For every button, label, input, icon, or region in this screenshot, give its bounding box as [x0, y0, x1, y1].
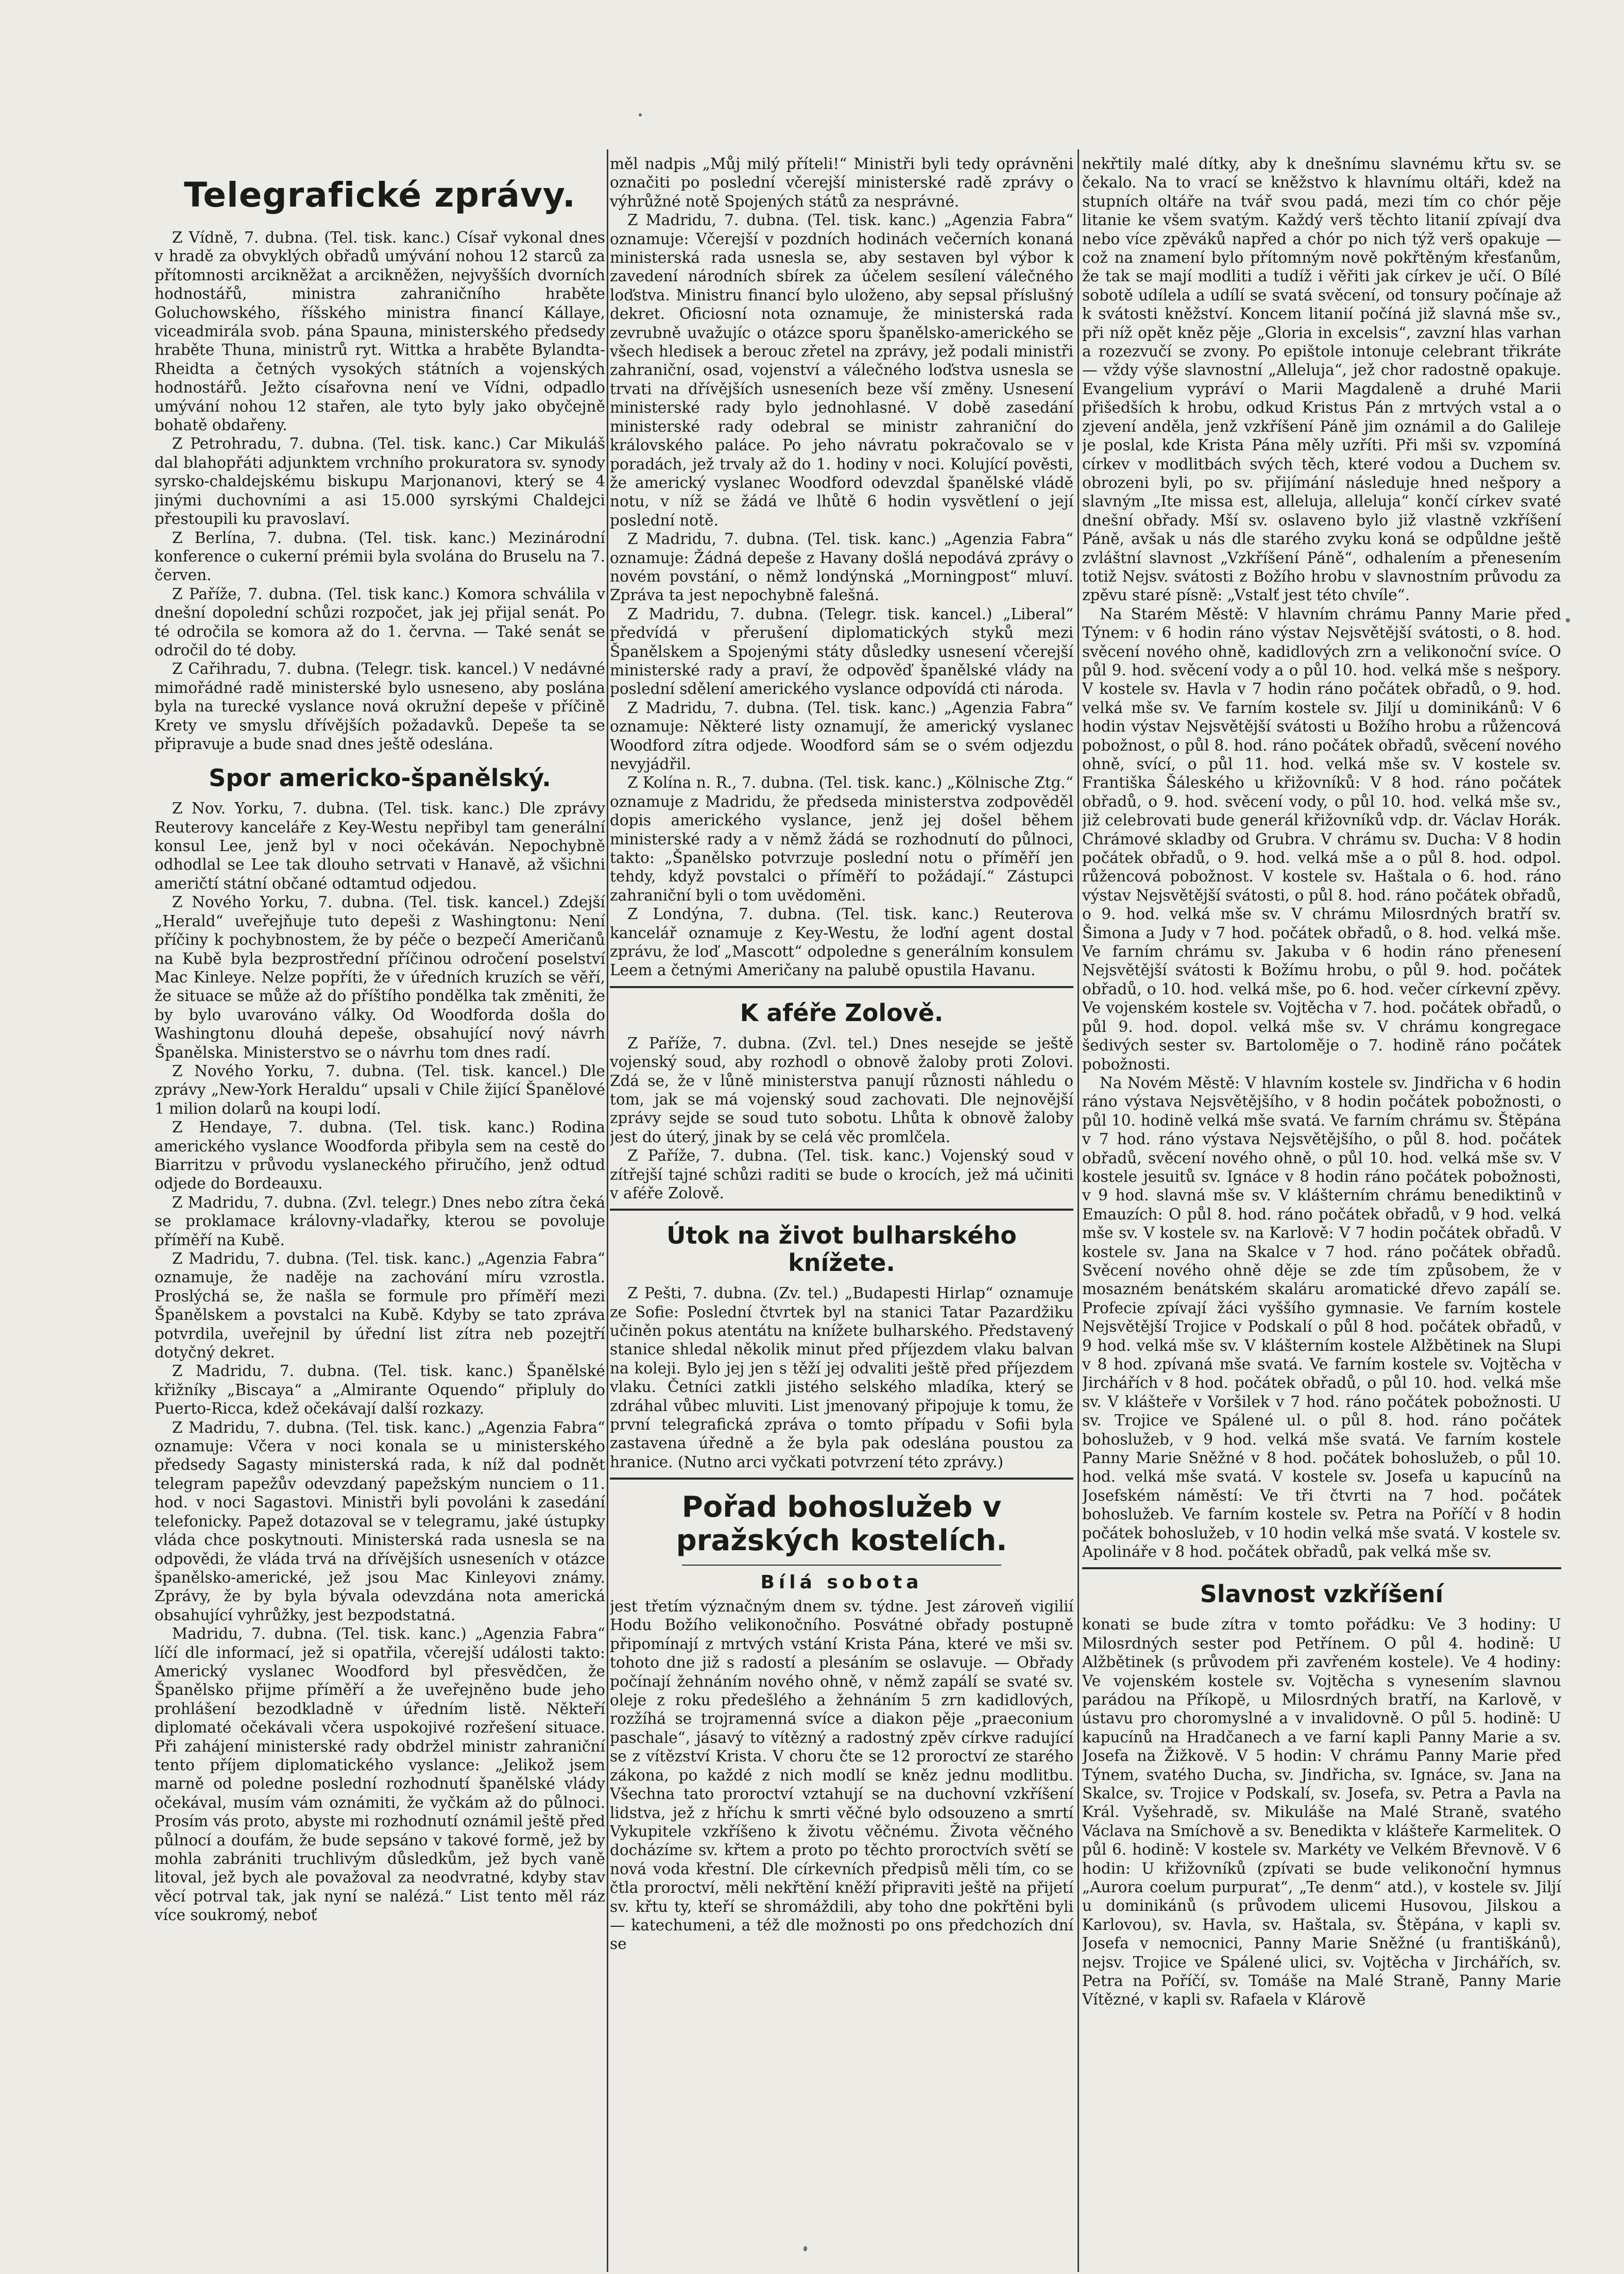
article-paragraph: Z Berlína, 7. dubna. (Tel. tisk. kanc.) Mezinárodní konference o cukerní prémii byla svolána do Bruselu na 7. červen.: [155, 529, 605, 584]
article-paragraph: konati se bude zítra v tomto pořádku: Ve 3 hodiny: U Milosrdných sester pod Petřínem. O půl 4. hodině: U Alžbětinek (s průvodem při zavřeném kostele). Ve 4 hodiny: Ve vojenském kostele sv. Vojtěcha s vynesením slavnou parádou na Příkopě, u Milosrdných bratří, na Karlově, v ústavu pro choromyslné a v invalidovně. O půl 5. hodině: U kapucínů na Hradčanech a ve farní kapli Panny Marie a sv. Josefa na Žižkově. V 5 hodin: V chrámu Panny Marie před Týnem, svatého Ducha, sv. Jindřicha, sv. Ignáce, sv. Jana na Skalce, sv. Trojice v Podskalí, sv. Josefa, sv. Petra a Pavla na Král. Vyšehradě, sv. Mikuláše na Malé Straně, svatého Václava na Smíchově a sv. Benedikta v klášteře Karmelitek. O půl 6. hodině: V kostele sv. Markéty ve Velkém Břevnově. V 6 hodin: U křižovníků (zpívati se bude velikonoční hymnus „Aurora coelum purpurat“, „Te denm“ atd.), v kostele sv. Jiljí u dominikánů (s průvodem ulicemi Husovou, Jilskou a Karlovou), sv. Havla, sv. Haštala, sv. Štěpána, v kapli sv. Josefa v nemocnici, Panny Marie Sněžné (u františkánů), nejsv. Trojice ve Spálené ulici, sv. Vojtěcha v Jirchářích, sv. Petra na Poříčí, sv. Tomáše na Malé Straně, Panny Marie Vítězné, v kapli sv. Rafaela v Klárově: [1082, 1616, 1561, 2009]
column-3: [1082, 155, 1561, 2262]
article-paragraph: jest třetím význačným dnem sv. týdne. Jest zároveň vigilií Hodu Božího velikonočního. Posvátné obřady postupně připomínají z mrtvých vstání Krista Pána, které ve mši sv. tohoto dne již s radostí a plesáním se oslavuje. — Obřady počínají žehnáním nového ohně, v němž zapálí se svaté sv. oleje z roku předešlého a žehnáním 5 zrn kadidlových, rozžíhá se trojramenná svíce a diakon pěje „praeconium paschale“, jásavý to vítězný a radostný zpěv církve radující se z vítězství Krista. V choru čte se 12 proroctví ze starého zákona, po každé z nich modlí se kněz jednu modlitbu. Všechna tato proroctví vztahují se na duchovní vzkříšení lidstva, jež z hříchu k smrti věčné bylo odsouzeno a smrtí Vykupitele vzkříšeno k životu věčnému. Života věčného docházíme sv. křtem a proto po těchto proroctvích světí se nová voda křestní. Dle církevních předpisů měli tím, co se čtla proroctví, měli nekřtění kněží připraviti ještě na přijetí sv. křtu ty, kteří se shromáždili, aby toho dne pokřtěni byli — katechumeni, a též dle možnosti po ons předchozích dní se: [610, 1598, 1073, 1953]
column-rule-left: [607, 149, 608, 2272]
paper-speck: [804, 2246, 807, 2251]
article-paragraph: Z Madridu, 7. dubna. (Tel. tisk. kanc.) Španělské křižníky „Biscaya“ a „Almirante Oquendo“ připluly do Puerto-Ricca, kdež očekávají další rozkazy.: [155, 1362, 605, 1418]
article-paragraph: Z Vídně, 7. dubna. (Tel. tisk. kanc.) Císař vykonal dnes v hradě za obvyklých obřadů umývání nohou 12 starců za přítomnosti arcikněžat a arcikněžen, nejvyšších dvorních hodnostářů, ministra zahraničního hraběte Goluchowského, říšského ministra financí Kállaye, viceadmirála svob. pána Spauna, ministerského předsedy hraběte Thuna, ministrů ryt. Wittka a hraběte Bylandta-Rheidta a četných vysokých státních a vojenských hodnostářů. Ježto císařovna není ve Vídni, odpadlo umývání nohou 12 stařen, ale tyto byly jako obyčejně bohatě obdařeny.: [155, 229, 605, 434]
heading-telegraficke-zpravy: Telegrafické zprávy.: [184, 175, 576, 215]
article-paragraph: Z Nového Yorku, 7. dubna. (Tel. tisk. kancel.) Dle zprávy „New-York Heraldu“ upsali v Chile žijící Španělové 1 milion dolarů na koupi lodí.: [155, 1062, 605, 1117]
article-paragraph: Z Cařihradu, 7. dubna. (Telegr. tisk. kancel.) V nedávné mimořádné radě ministerské bylo usneseno, aby poslána byla na turecké vyslance nová okružní depeše v příčině Krety ve smyslu dřívějších požadavků. Depeše ta se připravuje a bude snad dnes ještě odeslána.: [155, 660, 605, 753]
section-divider: [1082, 1567, 1561, 1569]
article-paragraph: Z Paříže, 7. dubna. (Tel. tisk. kanc.) Vojenský soud v zítřejší tajné schůzi raditi se bude o krocích, jež má učiniti v aféře Zolově.: [610, 1147, 1073, 1202]
column-1: [155, 155, 605, 2251]
subheading-bila-sobota: Bílá sobota: [760, 1572, 923, 1593]
heading-slavnost-vzkriseni: Slavnost vzkříšení: [1200, 1580, 1444, 1608]
article-paragraph: měl nadpis „Můj milý příteli!“ Ministři byli tedy oprávněni označiti po poslední včerejší ministerské radě zprávy o výhrůžné notě Spojených států za nesprávné.: [610, 155, 1073, 210]
article-paragraph: Z Hendaye, 7. dubna. (Tel. tisk. kanc.) Rodina amerického vyslance Woodforda přibyla sem na cestě do Biarritzu v průvodu vyslaneckého přiručího, jenž odtud odjede do Bordeauxu.: [155, 1118, 605, 1193]
section-divider: [610, 1209, 1073, 1211]
heading-k-afere-zolove: K aféře Zolově.: [740, 998, 944, 1027]
article-paragraph: Z Madridu, 7. dubna. (Tel. tisk. kanc.) „Agenzia Fabra“ oznamuje: Včera v noci konala se u ministerského předsedy Sagasty ministerská rada, k níž dal podnět telegram papežův odevzdaný papežským nunciem o 11. hod. v noci Sagastovi. Ministři byli povoláni k zasedání telefonicky. Papež dotazoval se v telegramu, jaké ústupky vláda chce poskytnouti. Ministerská rada usnesla se na odpovědi, že vláda trvá na dřívějších usneseních v otázce španělsko-americké, jež jsou Mac Kinleyovi známy. Zprávy, že by byla bývala odevzdána nota americká obsahující vyhrůžky, jest bezpodstatná.: [155, 1418, 605, 1624]
article-paragraph: Z Madridu, 7. dubna. (Zvl. telegr.) Dnes nebo zítra čeká se proklamace královny-vladařky, kterou se povoluje příměří na Kubě.: [155, 1193, 605, 1249]
section-divider: [610, 986, 1073, 988]
article-paragraph: Z Madridu, 7. dubna. (Tel. tisk. kanc.) „Agenzia Fabra“ oznamuje: Včerejší v pozdních hodinách večerních konaná ministerská rada usnesla se, aby sestaven byl výbor k zavedení národních sbírek za účelem sesílení válečného loďstva. Ministru financí bylo uloženo, aby sepsal příslušný dekret. Oficiosní nota oznamuje, že ministerská rada zevrubně uvažujíc o otázce sporu španělsko-amerického se všech hledisek a berouc zřetel na zprávy, jež podali ministři zahraniční, osad, vojenství a válečného loďstva usnesla se trvati na dřívějších usneseních beze vší změny. Usnesení ministerské rady bylo jednohlasné. V době zasedání ministerské rady odebral se ministr zahraniční do královského paláce. Po jeho návratu pokračovalo se v poradách, jež trvaly až do 1. hodiny v noci. Kolující pověsti, že americký vyslanec Woodford odevzdal španělské vládě notu, v níž se žádá ve lhůtě 6 hodin vysvětlení o její poslední notě.: [610, 211, 1073, 529]
article-paragraph: nekřtily malé dítky, aby k dnešnímu slavnému křtu sv. se čekalo. Na to vrací se kněžstvo k hlavnímu oltáři, kdež na stupních oltáře na tvář svou padá, mezi tím co chór pěje litanie ke všem svatým. Každý verš těchto litanií zpívají dva nebo více zpěváků napřed a chór po nich týž verš opakuje — což na znamení bylo přítomným nově pokřtěným křesťanům, že tak se mají modliti a tudíž i věřiti jak církev je učí. O Bílé sobotě udílela a udílí se svatá svěcení, od tonsury počínaje až k svátosti kněžství. Koncem litanií počíná již slavná mše sv., při níž opět kněz pěje „Gloria in excelsis“, zavzní hlas varhan a rozezvučí se zvony. Po epištole intonuje celebrant třikráte — vždy výše slavnostní „Alleluja“, jež chor radostně opakuje. Evangelium vypráví o Marii Magdaleně a druhé Marii přišedších k hrobu, odkud Kristus Pán z mrtvých vstal a o zjevení anděla, jenž vzkříšení Páně jim oznámil a do Galileje je poslal, kde Krista Pána měly uzříti. Při mši sv. vzpomíná církev v modlitbách svých těch, které vodou a Duchem sv. obrozeni byli, po sv. přijímání následuje hned nešpory a slavným „Ite missa est, alleluja, alleluja“ končí církev svaté dnešní obřady. Mší sv. oslaveno bylo již vlastně vzkříšení Páně, avšak u nás dle starého zvyku koná se odpůldne ještě zvláštní slavnost „Vzkříšení Páně“, odhalením a přenesením totiž Nejsv. svátosti z Božího hrobu v slavnostním průvodu za zpěvu staré písně: „Vstalť jest této chvíle“.: [1082, 155, 1561, 604]
article-paragraph: Madridu, 7. dubna. (Tel. tisk. kanc.) „Agenzia Fabra“ líčí dle informací, jež si opatřila, včerejší události takto: Americký vyslanec Woodford byl přesvědčen, že Španělsko přijme příměří a že uveřejněno bude jeho prohlášení bezodkladně v úředním listě. Někteří diplomaté očekávali včera uspokojivé rozřešení situace. Při zahájení ministerské rady obdržel ministr zahraniční tento příjem diplomatického vyslance: „Jelikož jsem marně od poledne poslední rozhodnutí španělské vlády očekával, musím vám oznámiti, že vyčkám až do půlnoci. Prosím vás proto, abyste mi rozhodnutí oznámil ještě před půlnocí a doufám, že bude sepsáno v takové formě, jež by mohla zabrániti truchlivým důsledkům, jež bych vaně litoval, jež bych ale považoval za neodvratné, kdyby stav věcí potrval tak, jak nyní se nalézá.“ List tento měl ráz více soukromý, neboť: [155, 1625, 605, 1924]
paper-speck: [639, 113, 642, 116]
article-paragraph: Z Madridu, 7. dubna. (Tel. tisk. kanc.) „Agenzia Fabra“ oznamuje, že naděje na zachování míru vzrostla. Proslýchá se, že našla se formule pro příměří mezi Španělskem a povstalci na Kubě. Kdyby se tato zpráva potvrdila, uveřejnil by úřední list zítra neb pozejtří dotyčný dekret.: [155, 1250, 605, 1362]
column-rule-right: [1078, 149, 1079, 2272]
short-divider: [682, 1565, 1001, 1566]
heading-spor-americko-spanelsky: Spor americko-španělský.: [209, 764, 551, 792]
article-paragraph: Z Kolína n. R., 7. dubna. (Tel. tisk. kanc.) „Kölnische Ztg.“ oznamuje z Madridu, že předseda ministerstva zodpověděl dopis amerického vyslance, jenž jej došel během ministerské rady a v němž žádá se rozhodnutí do půlnoci, takto: „Španělsko potvrzuje poslední notu o příměří jen tehdy, když povstalci o příměří to požádají.“ Zástupci zahraniční byli o tom uvědoměni.: [610, 774, 1073, 904]
section-divider: [610, 1478, 1073, 1480]
article-paragraph: Z Madridu, 7. dubna. (Telegr. tisk. kancel.) „Liberal“ předvídá v přerušení diplomatických styků mezi Španělskem a Spojenými státy důsledky usnesení včerejší ministerské rady a praví, že odpověď španělské vlády na poslední sdělení amerického vyslance odpovídá cti národa.: [610, 605, 1073, 698]
article-paragraph: Z Nového Yorku, 7. dubna. (Tel. tisk. kancel.) Zdejší „Herald“ uveřejňuje tuto depeši z Washingtonu: Není příčiny k pochybnostem, že by péče o bezpečí Američanů na Kubě byla bezprostřední příčinou odročení poselství Mac Kinleye. Nelze popříti, že v úředních kruzích se věří, že situace se může až do příštího pondělka tak změniti, že by bylo uvarováno války. Od Woodforda došla do Washingtonu dlouhá depeše, obsahující nový návrh Španělska. Ministerstvo se o návrhu tom dnes radí.: [155, 893, 605, 1061]
article-paragraph: Z Pešti, 7. dubna. (Zv. tel.) „Budapesti Hirlap“ oznamuje ze Sofie: Poslední čtvrtek byl na stanici Tatar Pazardžiku učiněn pokus atentátu na knížete bulharského. Představený stanice shledal několik minut před příjezdem vlaku balvan na koleji. Bylo jej jen s těží jej odvaliti ještě před příjezdem vlaku. Četníci zatkli jistého selského mladíka, který se zdráhal vůbec mluviti. List jmenovaný připojuje k tomu, že první telegrafická zpráva o tomto případu v Sofii byla zastavena úředně a že byla pak odeslána poustou za hranice. (Nutno arci vyčkati potvrzení této zprávy.): [610, 1284, 1073, 1471]
heading-utok-na-zivot: Útok na život bulharského knížete.: [666, 1221, 1017, 1277]
article-paragraph: Na Starém Městě: V hlavním chrámu Panny Marie před Týnem: v 6 hodin ráno výstav Nejsvětější svátosti, o 8. hod. svěcení nového ohně, kadidlových zrn a velikonoční svíce. O půl 9. hod. svěcení vody a o půl 10. hod. velká mše s nešpory. V kostele sv. Havla v 7 hodin ráno počátek obřadů, o 9. hod. velká mše sv. Ve farním kostele sv. Jiljí u dominikánů: V 6 hodin výstav Nejsvětější svátosti u Božího hrobu a růžencová pobožnost, o půl 8. hod. ráno počátek obřadů, svěcení nového ohně, svící, o půl 11. hod. velká mše sv. V kostele sv. Františka Šáleského u křižovníků: V 8 hod. ráno počátek obřadů, o 9. hod. svěcení vody, o půl 10. hod. velká mše sv., již celebrovati bude generál křižovníků vdp. dr. Václav Horák. Chrámové skladby od Grubra. V chrámu sv. Ducha: V 8 hodin počátek obřadů, o 9. hod. velká mše a o půl 8. hod. odpol. růžencová pobožnost. V kostele sv. Haštala o 6. hod. ráno výstav Nejsvětější svátosti, o půl 8. hod. ráno počátek obřadů, o 9. hod. velká mše sv. V chrámu Milosrdných bratří sv. Šimona a Judy v 7 hod. počátek obřadů, o 8. hod. velká mše. Ve farním chrámu sv. Jakuba v 6 hodin ráno přenesení Nejsvětější svátosti k Božímu hrobu, o půl 9. hod. počátek obřadů, o 10. hod. velká mše, po 6. hod. večer církevní zpěvy. Ve vojenském kostele sv. Vojtěcha v 7. hod. počátek obřadů, o půl 9. hod. dopol. velká mše sv. V chrámu kongregace šedivých sester sv. Bartoloměje o 7. hodině ráno počátek pobožnosti.: [1082, 605, 1561, 1073]
heading-porad-bohosluzeb: Pořad bohoslužeb v pražských kostelích.: [676, 1490, 1007, 1557]
article-paragraph: Z Londýna, 7. dubna. (Tel. tisk. kanc.) Reuterova kancelář oznamuje z Key-Westu, že loďní agent dostal zprávu, že loď „Mascott“ odpoledne s generálním konsulem Leem a četnými Američany na palubě opustila Havanu.: [610, 905, 1073, 979]
article-paragraph: Z Paříže, 7. dubna. (Tel. tisk kanc.) Komora schválila v dnešní dopolední schůzi rozpočet, jak jej přijal senát. Po té odročila se komora až do 1. června. — Také senát se odročil do té doby.: [155, 585, 605, 659]
column-2: [610, 155, 1073, 2269]
article-paragraph: Z Nov. Yorku, 7. dubna. (Tel. tisk. kanc.) Dle zprávy Reuterovy kanceláře z Key-Westu nepřibyl tam generální konsul Lee, jenž byl v noci očekáván. Nepochybně odhodlal se Lee tak dlouho setrvati v Hanavě, až všichni američtí státní občané odtamtud odjedou.: [155, 800, 605, 892]
article-paragraph: Z Madridu, 7. dubna. (Tel. tisk. kanc.) „Agenzia Fabra“ oznamuje: Žádná depeše z Havany došlá nepodává zprávy o novém povstání, o němž londýnská „Morningpost“ mluví. Zpráva ta jest nepochybně falešná.: [610, 530, 1073, 604]
article-paragraph: Na Novém Městě: V hlavním kostele sv. Jindřicha v 6 hodin ráno výstava Nejsvětějšího, v 8 hodin počátek pobožnosti, o půl 10. hodině velká mše svatá. Ve farním chrámu sv. Štěpána v 7 hod. ráno výstava Nejsvětějšího, o půl 8. hod. počátek obřadů, svěcení nového ohně, o půl 10. hod. velká mše sv. V kostele jesuitů sv. Ignáce v 8 hodin ráno počátek pobožnosti, v 9 hod. slavná mše sv. V klášterním chrámu benediktinů v Emauzích: O půl 8. hod. ráno počátek obřadů, v 9 hod. velká mše sv. V kostele sv. na Karlově: V 7 hodin počátek obřadů. V kostele sv. Jana na Skalce v 7 hod. ráno počátek obřadů. Svěcení nového ohně děje se zde tím způsobem, že v mosazném benátském skaláru aromatické dřevo zapálí se. Profecie zpívají žáci vyššího gymnasie. Ve farním kostele Nejsvětější Trojice v Podskalí o půl 8 hod. počátek obřadů, v 9 hod. velká mše sv. V klášterním kostele Alžbětinek na Slupi v 8 hod. zpívaná mše svatá. Ve farním kostele sv. Vojtěcha v Jirchářích v 8 hod. počátek obřadů, o půl 10. hod. velká mše sv. V klášteře v Voršilek v 7 hod. ráno počátek pobožnosti. U sv. Trojice ve Spálené ul. o půl 8. hod. ráno počátek bohoslužeb, v 9 hod. velká mše svatá. Ve farním kostele Panny Marie Sněžné v 8 hod. počátek bohoslužeb, o půl 10. hod. velká mše svatá. V kostele sv. Josefa u kapucínů na Josefském náměstí: Ve tři čtvrti na 7 hod. počátek bohoslužeb. Ve farním kostele sv. Petra na Poříčí v 8 hodin počátek bohoslužeb, v 10 hodin velká mše svatá. V kostele sv. Apolináře v 8 hod. počátek obřadů, pak velká mše sv.: [1082, 1074, 1561, 1561]
article-paragraph: Z Petrohradu, 7. dubna. (Tel. tisk. kanc.) Car Mikuláš dal blahopřáti adjunktem vrchního prokuratora sv. synody syrsko-chaldejskému biskupu Marjonanovi, který se 4 jinými duchovními a asi 15.000 syrskými Chaldejci přestoupili ku pravoslaví.: [155, 435, 605, 528]
article-paragraph: Z Paříže, 7. dubna. (Zvl. tel.) Dnes nesejde se ještě vojenský soud, aby rozhodl o obnově žaloby proti Zolovi. Zdá se, že v lůně ministerstva panují různosti náhledu o tom, jak se má vojenský soud zachovati. Dle nejnovější zprávy sejde se soud tuto sobotu. Lhůta k obnově žaloby jest do úterý, jinak by se celá věc promlčela.: [610, 1034, 1073, 1146]
paper-speck: [1566, 618, 1570, 622]
article-paragraph: Z Madridu, 7. dubna. (Tel. tisk. kanc.) „Agenzia Fabra“ oznamuje: Některé listy oznamují, že americký vyslanec Woodford zítra odjede. Woodford sám se o svém odjezdu nevyjádřil.: [610, 699, 1073, 773]
